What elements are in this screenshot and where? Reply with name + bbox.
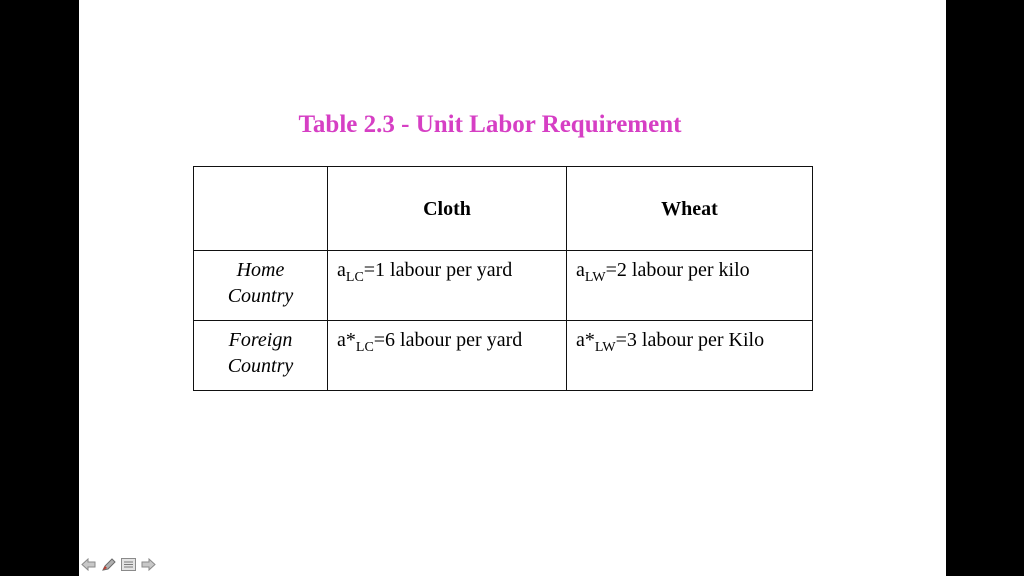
table-header-row: [194, 167, 813, 251]
row-label-line2: Country: [227, 355, 294, 377]
corner-cell: [194, 167, 328, 251]
cell-value: =1 labour per yard: [363, 259, 513, 281]
menu-icon[interactable]: [121, 558, 136, 571]
header-wheat: Wheat: [567, 167, 813, 251]
slide-title: Table 2.3 - Unit Labor Requirement: [298, 111, 682, 138]
slide: [79, 0, 946, 576]
row-label-line1: Foreign: [228, 329, 293, 351]
cell-prefix: a: [337, 259, 346, 281]
cell-subscript: LW: [584, 270, 606, 285]
arrow-right-icon[interactable]: [141, 558, 156, 571]
cell-prefix: a*: [576, 329, 595, 351]
cell-prefix: a*: [337, 329, 356, 351]
table-row: [194, 251, 813, 321]
row-label-foreign: [194, 321, 328, 391]
row-label-line1: Home: [236, 259, 285, 281]
cell-foreign-wheat: [567, 321, 813, 391]
cell-prefix: a: [576, 259, 585, 281]
cell-subscript: LC: [355, 340, 374, 355]
row-label-line2: Country: [227, 285, 294, 307]
cell-foreign-cloth: [328, 321, 567, 391]
slide-nav: [81, 558, 156, 571]
table-row: [194, 321, 813, 391]
cell-value: =6 labour per yard: [373, 329, 523, 351]
labor-table: [193, 166, 813, 391]
cell-home-wheat: [567, 251, 813, 321]
row-label-home: [194, 251, 328, 321]
cell-value: =2 labour per kilo: [605, 259, 750, 281]
cell-value: =3 labour per Kilo: [615, 329, 765, 351]
cell-subscript: LC: [345, 270, 364, 285]
arrow-left-icon[interactable]: [81, 558, 96, 571]
header-cloth: Cloth: [328, 167, 567, 251]
cell-subscript: LW: [594, 340, 616, 355]
pen-icon[interactable]: [101, 558, 116, 571]
cell-home-cloth: [328, 251, 567, 321]
